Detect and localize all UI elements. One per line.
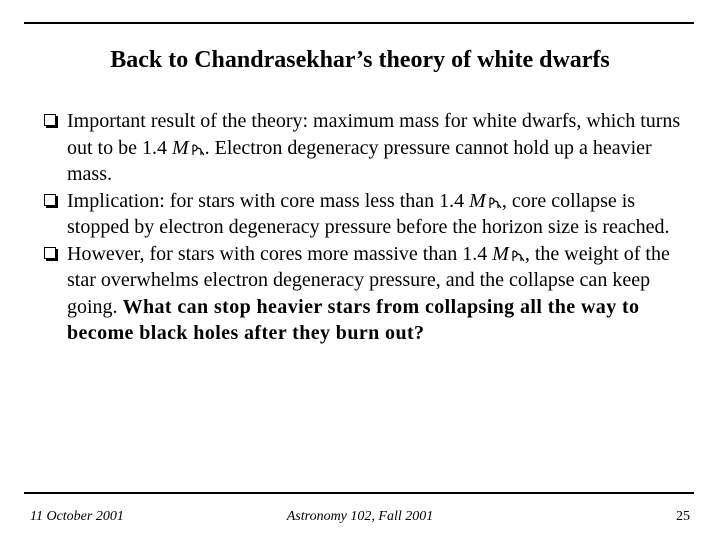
checkbox-bullet-icon: [44, 194, 56, 206]
footer-date: 11 October 2001: [30, 509, 124, 524]
bullet-text: , the weight of the star overwhelms electron degeneracy pressure, and the collapse can keep going.: [67, 242, 670, 318]
bullet-item: [44, 188, 694, 241]
footer-course: Astronomy 102, Fall 2001: [286, 509, 434, 524]
sun-symbol-icon: [190, 143, 205, 158]
bullet-item: [44, 108, 694, 188]
checkbox-bullet-icon: [44, 247, 56, 259]
bullet-text: Important result of the theory: maximum mass for white dwarfs, which turns out to be 1.4: [67, 110, 681, 159]
bullet-text: However, for stars with cores more massive than 1.4: [67, 242, 493, 265]
bullet-text: , core collapse is stopped by electron degeneracy pressure before the horizon size is reached.: [67, 189, 670, 238]
solar-mass-symbol: M: [469, 189, 486, 212]
bullet-item: [44, 241, 694, 347]
slide-title: Back to Chandrasekhar’s theory of white dwarfs: [110, 47, 610, 73]
top-rule: [24, 22, 694, 24]
solar-mass-symbol: M: [492, 242, 509, 265]
bullet-text: . Electron degeneracy pressure cannot hold up a heavier mass.: [67, 136, 652, 185]
bottom-rule: [24, 492, 694, 494]
checkbox-bullet-icon: [44, 114, 56, 126]
solar-mass-symbol: M: [172, 136, 189, 159]
sun-symbol-icon: [510, 249, 525, 264]
bullet-emphasis-text: What can stop heavier stars from collapsing all the way to become black holes after they burn out?: [67, 295, 640, 344]
bullet-list: [44, 108, 694, 347]
footer-page-number: 25: [676, 509, 690, 524]
bullet-text: Implication: for stars with core mass less than 1.4: [67, 189, 470, 212]
sun-symbol-icon: [487, 196, 502, 211]
